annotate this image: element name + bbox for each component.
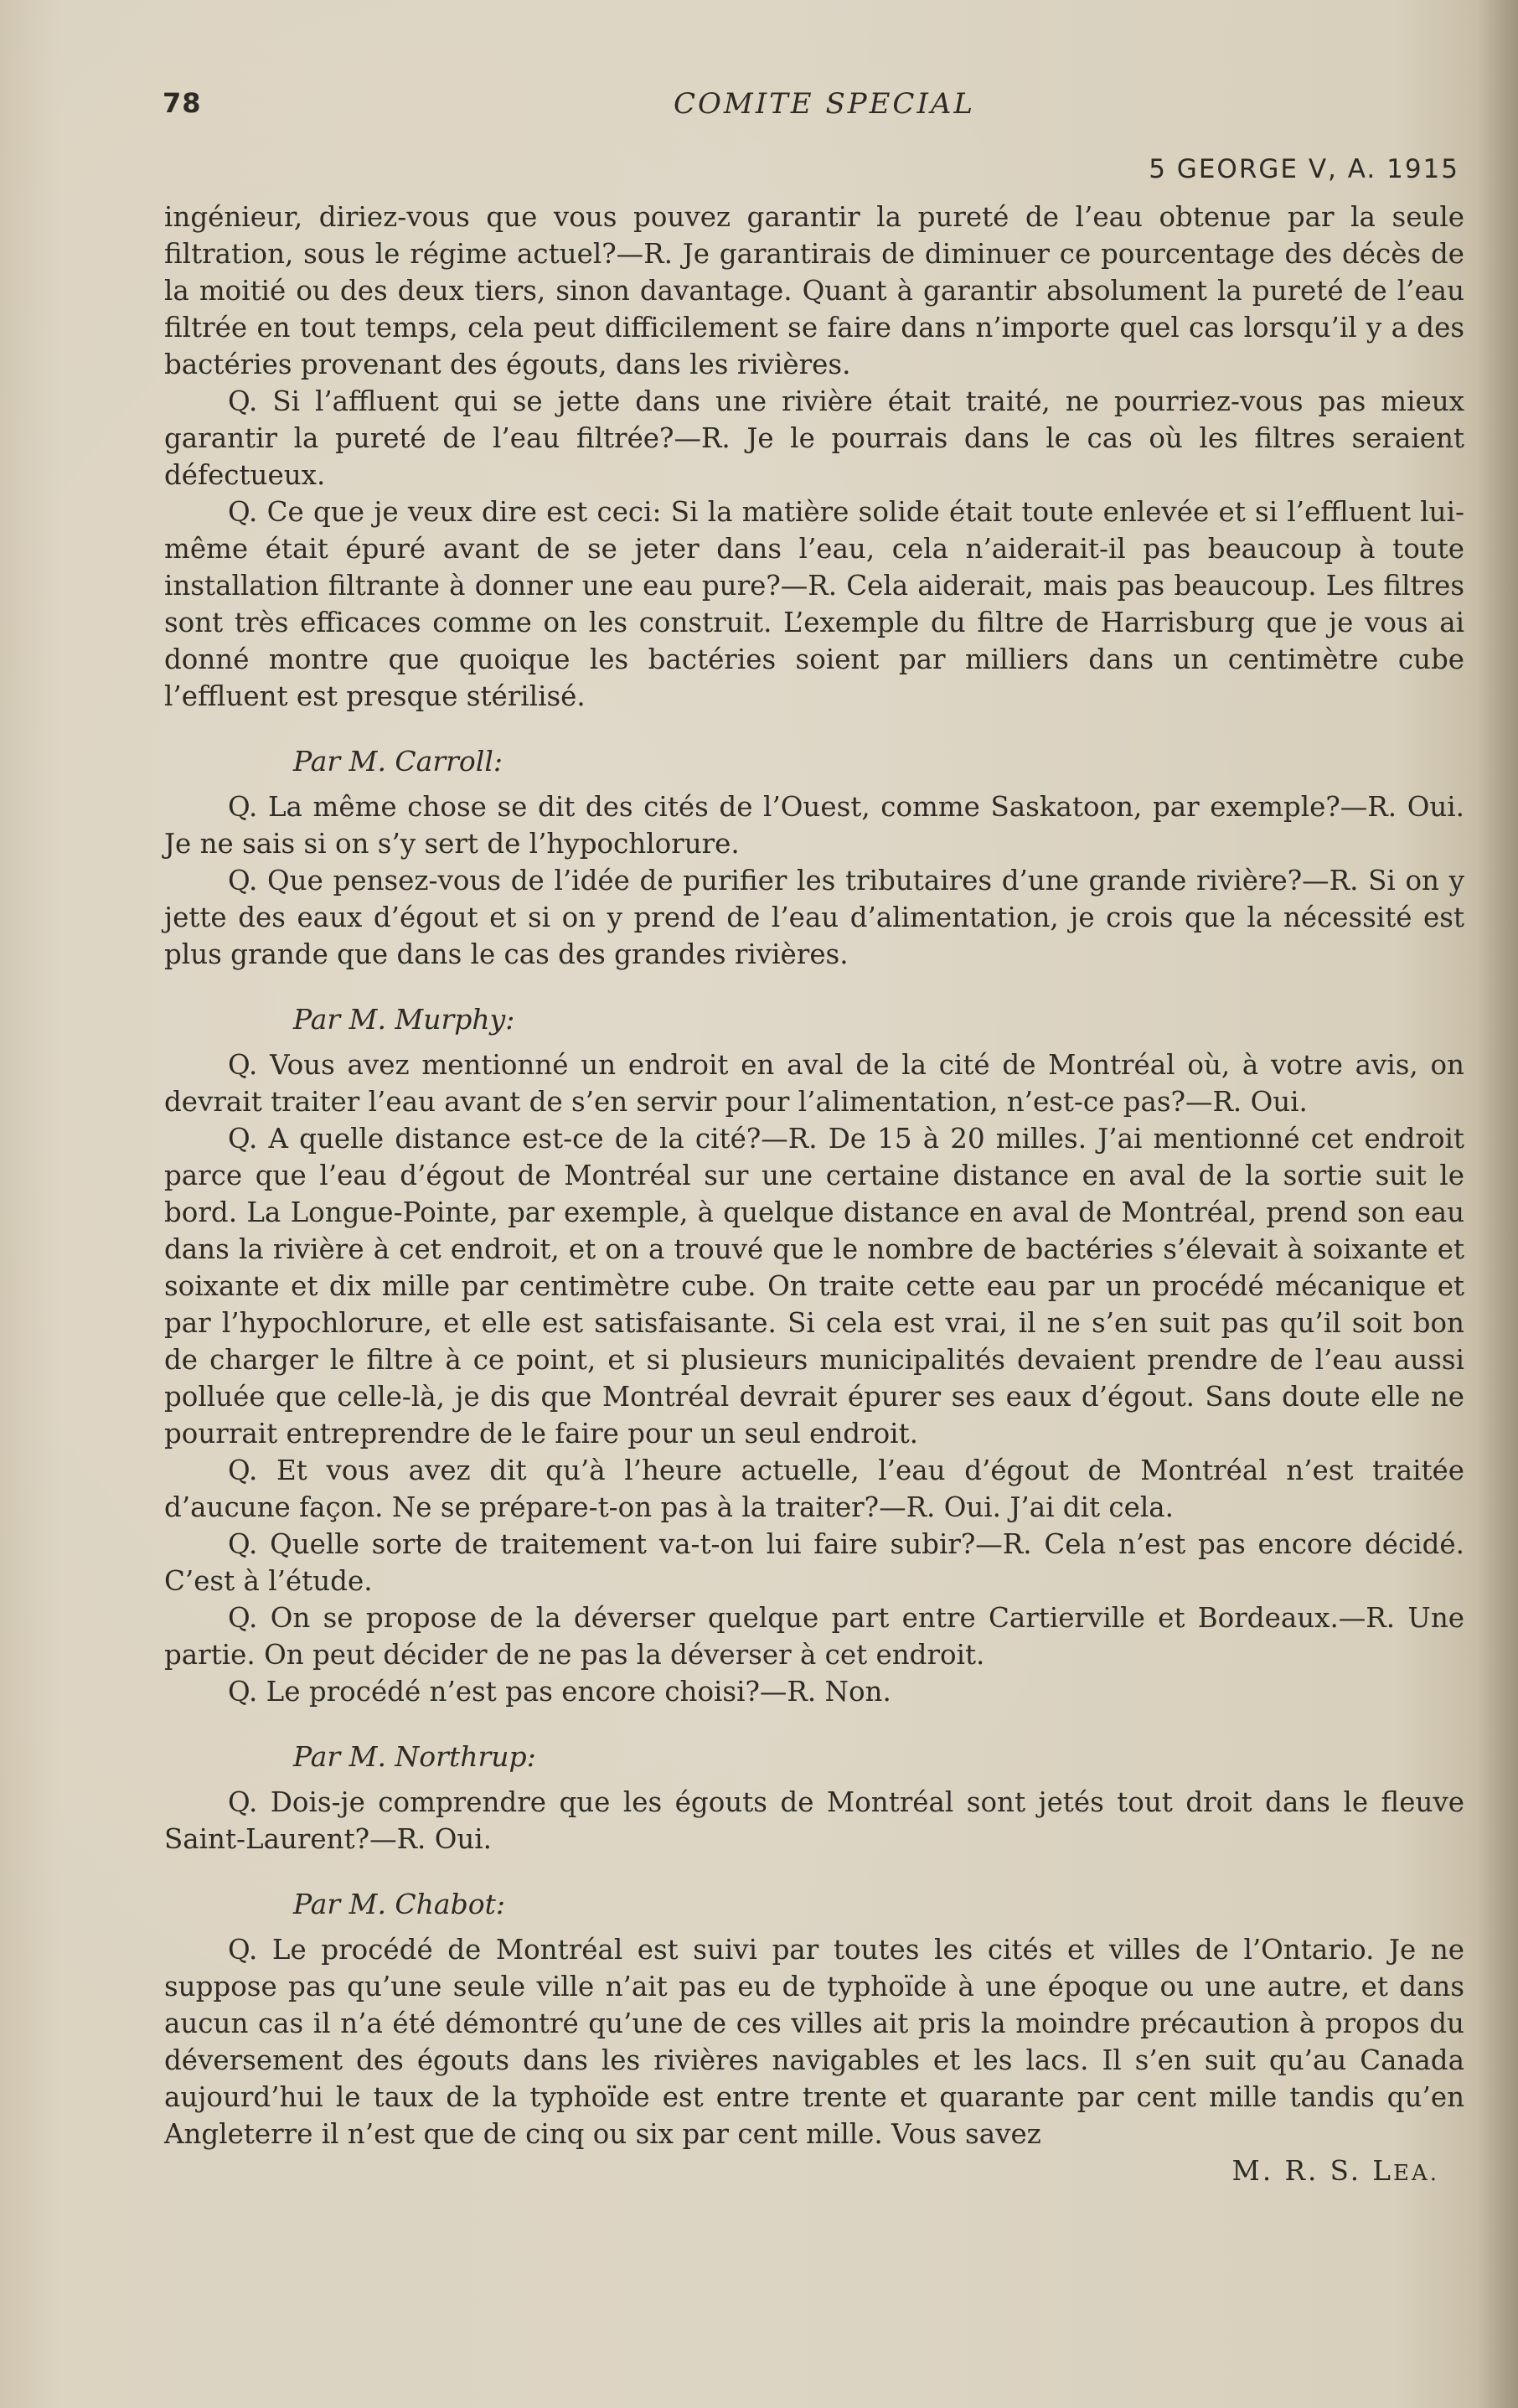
running-head: COMITE SPECIAL bbox=[674, 87, 976, 121]
page-body bbox=[164, 199, 1464, 2192]
paragraph: Q. On se propose de la déverser quelque part entre Cartierville et Bordeaux.—R. Une partie. On peut décider de ne pas la déverser à cet endroit. bbox=[164, 1602, 1464, 1671]
paragraph: Q. Dois-je comprendre que les égouts de Montréal sont jetés tout droit dans le fleuve Saint-Laurent?—R. Oui. bbox=[164, 1786, 1464, 1855]
paragraph: Q. Le procédé de Montréal est suivi par toutes les cités et villes de l’Ontario. Je ne suppose pas qu’une seule ville n’ait pas eu de typhoïde à une époque ou une autre, et dans aucun cas il n’a été démontré qu’une de ces villes ait pris la moindre précaution à propos du déversement des égouts dans les rivières navigables et les lacs. Il s’en suit qu’au Canada aujourd’hui le taux de la typhoïde est entre trente et quarante par cent mille tandis qu’en Angleterre il n’est que de cinq ou six par cent mille. Vous savez bbox=[164, 1934, 1464, 2150]
paragraph: Q. Vous avez mentionné un endroit en aval de la cité de Montréal où, à votre avis, on devrait traiter l’eau avant de s’en servir pour l’alimentation, n’est-ce pas?—R. Oui. bbox=[164, 1049, 1464, 1118]
paragraph: Q. Si l’affluent qui se jette dans une rivière était traité, ne pourriez-vous pas mieux garantir la pureté de l’eau filtrée?—R. Je le pourrais dans le cas où les filtres seraient défectueux. bbox=[164, 385, 1464, 491]
paragraph: Q. Ce que je veux dire est ceci: Si la matière solide était toute enlevée et si l’effluent lui-même était épuré avant de se jeter dans l’eau, cela n’aiderait-il pas beaucoup à toute installation filtrante à donner une eau pure?—R. Cela aiderait, mais pas beaucoup. Les filtres sont très efficaces comme on les construit. L’exemple du filtre de Harrisburg que je vous ai donné montre que quoique les bactéries soient par milliers dans un centimètre cube l’effluent est presque stérilisé. bbox=[164, 496, 1464, 712]
signature-initials: M. R. S. L bbox=[1231, 2155, 1393, 2187]
paragraph: Q. Et vous avez dit qu’à l’heure actuelle, l’eau d’égout de Montréal n’est traitée d’aucune façon. Ne se prépare-t-on pas à la traiter?—R. Oui. J’ai dit cela. bbox=[164, 1455, 1464, 1523]
signature-small-caps: EA. bbox=[1392, 2161, 1439, 2186]
paragraph: Q. La même chose se dit des cités de l’Ouest, comme Saskatoon, par exemple?—R. Oui. Je ne sais si on s’y sert de l’hypochlorure. bbox=[164, 791, 1464, 860]
paragraph: Q. Le procédé n’est pas encore choisi?—R. Non. bbox=[228, 1676, 891, 1708]
paragraph: ingénieur, diriez-vous que vous pouvez garantir la pureté de l’eau obtenue par la seule filtration, sous le régime actuel?—R. Je garantirais de diminuer ce pourcentage des décès de la moitié ou des deux tiers, sinon davantage. Quant à garantir absolument la pureté de l’eau filtrée en tout temps, cela peut difficilement se faire dans n’importe quel cas lorsqu’il y a des bactéries provenant des égouts, dans les rivières. bbox=[164, 201, 1464, 380]
speaker-heading: Par M. Chabot: bbox=[293, 1888, 505, 1920]
speaker-heading: Par M. Carroll: bbox=[293, 745, 503, 778]
paragraph: Q. Que pensez-vous de l’idée de purifier les tributaires d’une grande rivière?—R. Si on y jette des eaux d’égout et si on y prend de l’eau d’alimentation, je crois que la nécessité est plus grande que dans le cas des grandes rivières. bbox=[164, 865, 1464, 970]
session-label: 5 GEORGE V, A. 1915 bbox=[1149, 154, 1459, 184]
signature bbox=[164, 2152, 1464, 2192]
paragraph: Q. A quelle distance est-ce de la cité?—R. De 15 à 20 milles. J’ai mentionné cet endroit parce que l’eau d’égout de Montréal sur une certaine distance en aval de la sortie suit le bord. La Longue-Pointe, par exemple, à quelque distance en aval de Montréal, prend son eau dans la rivière à cet endroit, et on a trouvé que le nombre de bactéries s’élevait à soixante et soixante et dix mille par centimètre cube. On traite cette eau par un procédé mécanique et par l’hypochlorure, et elle est satisfaisante. Si cela est vrai, il ne s’en suit pas qu’il soit bon de charger le filtre à ce point, et si plusieurs municipalités devaient prendre de l’eau aussi polluée que celle-là, je dis que Montréal devrait épurer ses eaux d’égout. Sans doute elle ne pourrait entreprendre de le faire pour un seul endroit. bbox=[164, 1123, 1464, 1449]
page-number: 78 bbox=[163, 87, 202, 119]
page-header bbox=[163, 87, 1461, 137]
speaker-heading: Par M. Northrup: bbox=[293, 1740, 536, 1773]
paragraph: Q. Quelle sorte de traitement va-t-on lui faire subir?—R. Cela n’est pas encore décidé. C’est à l’étude. bbox=[164, 1528, 1464, 1597]
speaker-heading: Par M. Murphy: bbox=[293, 1003, 515, 1036]
